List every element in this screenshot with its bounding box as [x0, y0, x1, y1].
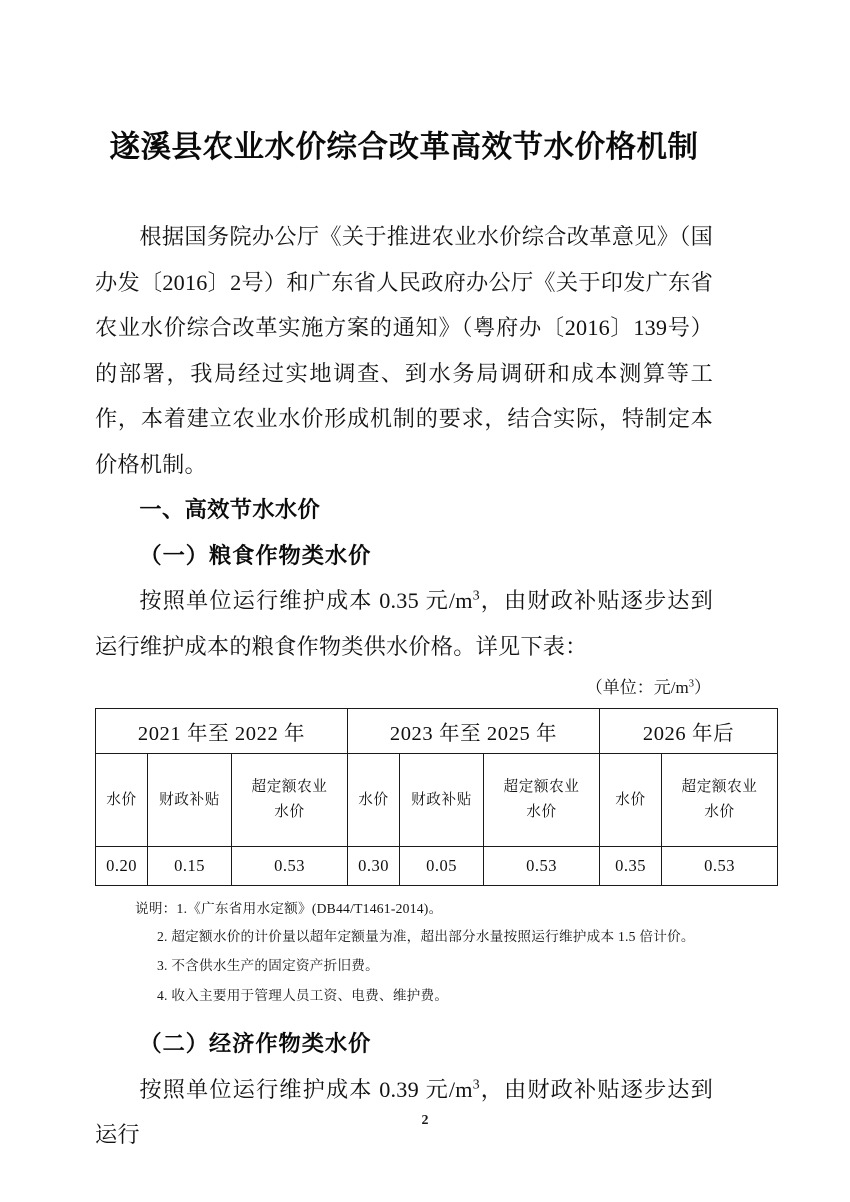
table-cell-value: 0.05 [400, 847, 484, 886]
table-subheader [400, 754, 484, 847]
document-content [95, 0, 758, 1158]
grain-paragraph-prefix: 按照单位运行维护成本 0.35 元/m [139, 588, 473, 614]
table-subheader-line1: 财政补贴 [159, 791, 220, 808]
table-subheader [484, 754, 600, 847]
table-group-header: 2021 年至 2022 年 [96, 709, 348, 754]
table-cell-value: 0.53 [232, 847, 348, 886]
cubic-meter-superscript: 3 [472, 1076, 480, 1092]
table-note: 3. 不含供水生产的固定资产折旧费。 [157, 958, 379, 974]
unit-caption-prefix: （单位：元/m [585, 678, 689, 698]
table-cell-value: 0.53 [662, 847, 778, 886]
unit-caption-suffix: ） [694, 678, 711, 698]
table-subheader [662, 754, 778, 847]
page-title: 遂溪县农业水价综合改革高效节水价格机制 [109, 130, 699, 164]
table-subheader-row [96, 754, 778, 847]
table-row [96, 847, 778, 886]
grain-paragraph [95, 578, 713, 669]
table-subheader-line2: 水价 [526, 804, 557, 821]
table-group-header: 2023 年至 2025 年 [348, 709, 600, 754]
table-subheader-line2: 水价 [274, 804, 305, 821]
title-spacer [95, 166, 713, 214]
cash-crop-paragraph-suffix: ，由财政补贴逐步达到运行 [95, 1076, 713, 1148]
grain-paragraph-suffix: ，由财政补贴逐步达到运行维护成本的粮食作物类供水价格。详见下表： [95, 588, 713, 659]
subsection-heading-cash-crop: （二）经济作物类水价 [139, 1031, 372, 1057]
water-price-table [95, 708, 778, 886]
table-note: 4. 收入主要用于管理人员工资、电费、维护费。 [157, 987, 449, 1003]
table-unit-caption [95, 669, 713, 705]
table-subheader [600, 754, 662, 847]
intro-paragraph: 根据国务院办公厅《关于推进农业水价综合改革意见》（国办发〔2016〕2号）和广东省人民政府办公厅《关于印发广东省农业水价综合改革实施方案的通知》（粤府办〔2016〕139号）的部署，我局经过实地调查、到水务局调研和成本测算等工作，本着建立农业水价形成机制的要求，结合实际，特制定本价格机制。 [95, 224, 713, 477]
table-subheader-line1: 超定额农业 [251, 779, 328, 796]
table-group-header-row [96, 709, 778, 754]
table-subheader-line1: 水价 [615, 791, 646, 808]
subsection-heading-grain: （一）粮食作物类水价 [139, 542, 372, 568]
table-note: 说明：1.《广东省用水定额》(DB44/T1461-2014)。 [135, 901, 443, 917]
table-subheader [96, 754, 148, 847]
table-cell-value: 0.35 [600, 847, 662, 886]
table-subheader-line1: 超定额农业 [503, 779, 580, 796]
cash-crop-paragraph-prefix: 按照单位运行维护成本 0.39 元/m [139, 1076, 473, 1102]
table-subheader [348, 754, 400, 847]
cubic-meter-superscript: 3 [472, 587, 480, 603]
page-number: 2 [421, 1113, 429, 1128]
table-cell-value: 0.30 [348, 847, 400, 886]
water-price-table-container [95, 708, 758, 886]
table-subheader-line2: 水价 [704, 804, 735, 821]
table-cell-value: 0.20 [96, 847, 148, 886]
table-subheader [148, 754, 232, 847]
section-spacer [95, 1009, 713, 1021]
table-notes [95, 886, 713, 1009]
table-subheader-line1: 水价 [358, 791, 389, 808]
table-cell-value: 0.53 [484, 847, 600, 886]
table-group-header: 2026 年后 [600, 709, 778, 754]
table-subheader [232, 754, 348, 847]
table-subheader-line1: 财政补贴 [411, 791, 472, 808]
table-subheader-line1: 水价 [106, 791, 137, 808]
table-note: 2. 超定额水价的计价量以超年定额量为准，超出部分水量按照运行维护成本 1.5 倍计价。 [157, 928, 695, 944]
table-cell-value: 0.15 [148, 847, 232, 886]
section-heading-one: 一、高效节水水价 [139, 497, 321, 523]
unit-superscript: 3 [688, 678, 694, 690]
table-subheader-line1: 超定额农业 [681, 779, 758, 796]
